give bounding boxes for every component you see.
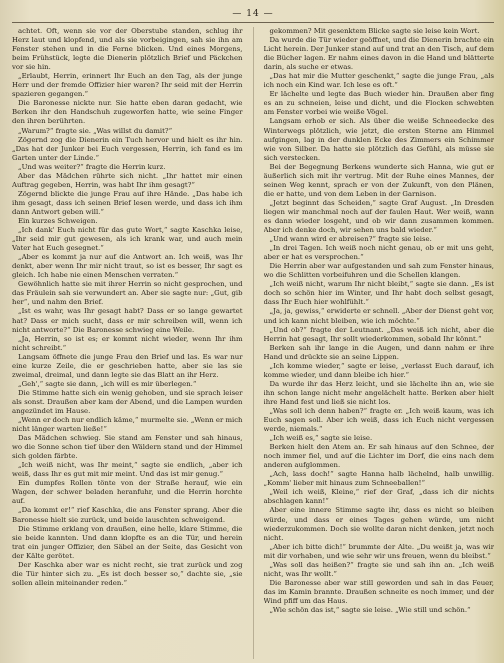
paragraph: „Das hat mir die Mutter geschenkt,“ sagte die junge Frau, „als ich noch ein Kind war. Ich lese es oft.“ (263, 72, 494, 90)
paragraph: Er lächelte und legte das Buch wieder hin. Draußen aber fing es an zu schneien, leise und dicht, und die Flocken schwebten am Fenster vorbei wie weiße Vögel. (263, 90, 494, 117)
left-column (12, 27, 243, 659)
paragraph: „Ich weiß nicht, warum Ihr nicht bleibt,“ sagte sie dann. „Es ist doch so schön hier im Winter, und Ihr habt doch selbst gesagt, dass Ihr Euch hier wohlfühlt.“ (263, 280, 494, 307)
column-divider (253, 27, 254, 659)
paragraph: „Ich dank' Euch nicht für das gute Wort,“ sagte Kaschka leise, „Ihr seid mir gut gewesen, als ich krank war, und auch mein Vater hat Euch gesegnet.“ (12, 226, 243, 253)
paragraph: Ein kurzes Schweigen. (18, 216, 98, 225)
paragraph: Die Baronesse nickte nur. Sie hatte eben daran gedacht, wie Berken ihr den Handschuh zugeworfen hatte, wie seine Finger den ihren berührten. (12, 99, 243, 126)
paragraph: „Ach, lass doch!“ sagte Hanna halb lächelnd, halb unwillig. „Komm' lieber mit hinaus zum Schneeballen!“ (263, 470, 494, 488)
paragraph: Zögernd zog die Dienerin ein Tuch hervor und hielt es ihr hin. „Das hat der Junker bei Euch vergessen, Herrin, ich fand es im Garten unter der Linde.“ (12, 135, 243, 162)
paragraph: Da wurde ihr das Herz leicht, und sie lächelte ihn an, wie sie ihn schon lange nicht mehr angelächelt hatte. Berken aber hielt ihre Hand fest und ließ sie nicht los. (263, 379, 494, 406)
right-column (264, 27, 495, 659)
paragraph: Aber das Mädchen rührte sich nicht. „Ihr hattet mir einen Auftrag gegeben, Herrin, was habt Ihr ihm gesagt?“ (12, 171, 243, 189)
paragraph: Die Baronesse aber war still geworden und sah in das Feuer, das im Kamin brannte. Draußen schneite es noch immer, und der Wind pfiff um das Haus. (263, 578, 494, 605)
page-header (12, 6, 494, 23)
paragraph: „Erlaubt, Herrin, erinnert Ihr Euch an den Tag, als der junge Herr und der fremde Offizier hier waren? Ihr seid mit der Herrin spazieren gegangen.“ (12, 72, 243, 99)
paragraph: Langsam öffnete die junge Frau den Brief und las. Es war nur eine kurze Zeile, die er geschrieben hatte, aber sie las sie zweimal, dreimal, und dann legte sie das Blatt an ihr Herz. (12, 352, 243, 379)
paragraph: „Wie schön das ist,“ sagte sie leise. „Wie still und schön.“ (269, 606, 471, 614)
paragraph: „Und wann wird er abreisen?“ fragte sie leise. (269, 235, 432, 244)
paragraph: Die Stimme erklang von draußen, eine helle, klare Stimme, die sie beide kannten. Und dann klopfte es an die Tür, und herein trat ein junger Offizier, den Säbel an der Seite, das Gesicht von der Kälte gerötet. (12, 524, 243, 560)
paragraph: Die Stimme hatte sich ein wenig gehoben, und sie sprach leiser als sonst. Draußen aber kam der Abend, und die Lampen wurden angezündet im Hause. (12, 388, 243, 415)
paragraph: gekommen? Mit gesenktem Blicke sagte sie leise kein Wort. (269, 27, 480, 35)
paragraph: Bei der Begegnung Berkens wunderte sich Hanna, wie gut er äußerlich sich mit ihr vertrug. Mit der Ruhe eines Mannes, der seinen Weg kennt, sprach er von der Zukunft, von den Plänen, die er hatte, und von dem Leben in der Garnison. (263, 162, 494, 198)
paragraph: „Ist es wahr, was Ihr gesagt habt? Dass er so lange gewartet hat? Dass er mich sucht, dass er mir schreiben will, wenn ich nicht antworte?“ Die Baronesse schwieg eine Weile. (12, 307, 243, 334)
paragraph: „Was soll das heißen?“ fragte sie und sah ihn an. „Ich weiß nicht, was Ihr wollt.“ (263, 560, 494, 578)
paragraph: „Ich weiß nicht, was Ihr meint,“ sagte sie endlich, „aber ich weiß, dass Ihr es gut mit mir meint. Und das ist mir genug.“ (12, 461, 243, 479)
paragraph: Da wurde die Tür wieder geöffnet, und die Dienerin brachte ein Licht herein. Der Junker stand auf und trat an den Tisch, auf dem die Bücher lagen. Er nahm eines davon in die Hand und blätterte darin, als suche er etwas. (263, 36, 494, 72)
paragraph: Langsam erhob er sich. Als über die weiße Schneedecke des Winterwegs plötzlich, wie jetzt, die ersten Sterne am Himmel aufgingen, lag in der dunklen Ecke des Zimmers ein Schimmer wie von Silber. Da hatte sie plötzlich das Gefühl, als müsse sie sich verstecken. (263, 117, 494, 162)
paragraph: „Weil ich weiß, Kleine,“ rief der Graf, „dass ich dir nichts abschlagen kann!“ (263, 488, 494, 506)
paragraph: „In drei Tagen. Ich weiß noch nicht genau, ob er mit uns geht, aber er hat es versprochen.“ (263, 244, 494, 262)
paragraph: „Ich weiß es,“ sagte sie leise. (269, 434, 373, 443)
paragraph: „Und ob?“ fragte der Leutnant. „Das weiß ich nicht, aber die Herrin hat gesagt, Ihr sollt wiederkommen, sobald Ihr könnt.“ (263, 325, 494, 343)
paragraph: Aber eine innere Stimme sagte ihr, dass es nicht so bleiben würde, und dass er eines Tages gehen würde, um nicht wiederzukommen. Doch sie wollte daran nicht denken, jetzt noch nicht. (263, 506, 494, 542)
paragraph: Zögernd blickte die junge Frau auf ihre Hände. „Das habe ich ihm gesagt, dass ich seinen Brief lesen werde, und dass ich ihm dann Antwort geben will.“ (12, 189, 243, 216)
paragraph: „Da kommt er!“ rief Kaschka, die ans Fenster sprang. Aber die Baronesse hielt sie zurück, und beide lauschten schweigend. (12, 506, 243, 524)
paragraph: „Jetzt beginnt das Scheiden,“ sagte Graf August. „In Dresden liegen wir manchmal noch auf der faulen Haut. Wer weiß, wann es dann wieder losgeht, und ob wir dann zusammen kommen. Aber ich denke doch, wir sehen uns bald wieder.“ (263, 198, 494, 235)
paragraph: achtet. Oft, wenn sie vor der Oberstube standen, schlug ihr Herz laut und klopfend, und als sie vorbeigingen, sah sie ihn am Fenster stehen und in die Ferne blicken. Und eines Morgens, beim Frühstück, legte die Dienerin plötzlich Brief und Päckchen vor sie hin. (12, 27, 243, 72)
paragraph: „Geh',“ sagte sie dann, „ich will es mir überlegen.“ (18, 379, 197, 388)
paragraph: „Ich komme wieder,“ sagte er leise, „verlasst Euch darauf, ich komme wieder, und dann bleibe ich hier.“ (263, 361, 494, 379)
paragraph: „Aber es kommt ja nur auf die Antwort an. Ich weiß, was Ihr denkt, aber wenn Ihr mir nicht traut, so ist es besser, Ihr sagt es gleich. Ich habe nie einen Menschen verraten.“ (12, 253, 243, 280)
text-columns (12, 27, 494, 659)
paragraph: Die Herrin aber war aufgestanden und sah zum Fenster hinaus, wo die Schlitten vorbeifuhren und die Schellen klangen. (263, 262, 494, 280)
paragraph: Gewöhnlich hatte sie mit ihrer Herrin so nicht gesprochen, und das Fräulein sah sie verwundert an. Aber sie sagte nur: „Gut, gib her“, und nahm den Brief. (12, 280, 243, 307)
paragraph: „Warum?“ fragte sie. „Was willst du damit?“ (18, 126, 173, 135)
paragraph: Berken sah ihr lange in die Augen, und dann nahm er ihre Hand und drückte sie an seine Lippen. (263, 343, 494, 361)
paragraph: Ein dumpfes Rollen tönte von der Straße herauf, wie ein Wagen, der schwer beladen heranfuhr, und die Herrin horchte auf. (12, 479, 243, 506)
paragraph: „Wenn er doch nur endlich käme,“ murmelte sie. „Wenn er mich nicht länger warten ließe!“ (12, 416, 243, 434)
paragraph: „Ja, ja, gewiss,“ erwiderte er schnell. „Aber der Dienst geht vor, und ich kann nicht bleiben, wie ich möchte.“ (263, 307, 494, 325)
paragraph: „Was soll ich denn haben?“ fragte er. „Ich weiß kaum, was ich Euch sagen soll. Aber ich weiß, dass ich Euch nicht vergessen werde, niemals.“ (263, 406, 494, 434)
paragraph: „Aber ich bitte dich!“ brummte der Alte. „Du weißt ja, was wir mit dir vorhaben, und wie sehr wir uns freuen, wenn du bleibst.“ (263, 542, 494, 560)
paragraph: „Und was weiter?“ fragte die Herrin kurz. (18, 162, 166, 171)
paragraph: „Ja, Herrin, so ist es; er kommt nicht wieder, wenn Ihr ihm nicht schreibt.“ (12, 334, 243, 352)
page-number: — 14 — (232, 9, 274, 19)
paragraph: Der Kaschka aber war es nicht recht, sie trat zurück und zog die Tür hinter sich zu. „Es ist doch besser so,“ dachte sie, „sie sollen allein miteinander reden.“ (12, 560, 243, 587)
paragraph: Das Mädchen schwieg. Sie stand am Fenster und sah hinaus, wo die Sonne schon tief über den Wäldern stand und der Himmel sich golden färbte. (12, 434, 243, 461)
paragraph: Berken hielt den Atem an. Er sah hinaus auf den Schnee, der noch immer fiel, und auf die Lichter im Dorf, die eins nach dem anderen aufglommen. (263, 443, 494, 470)
